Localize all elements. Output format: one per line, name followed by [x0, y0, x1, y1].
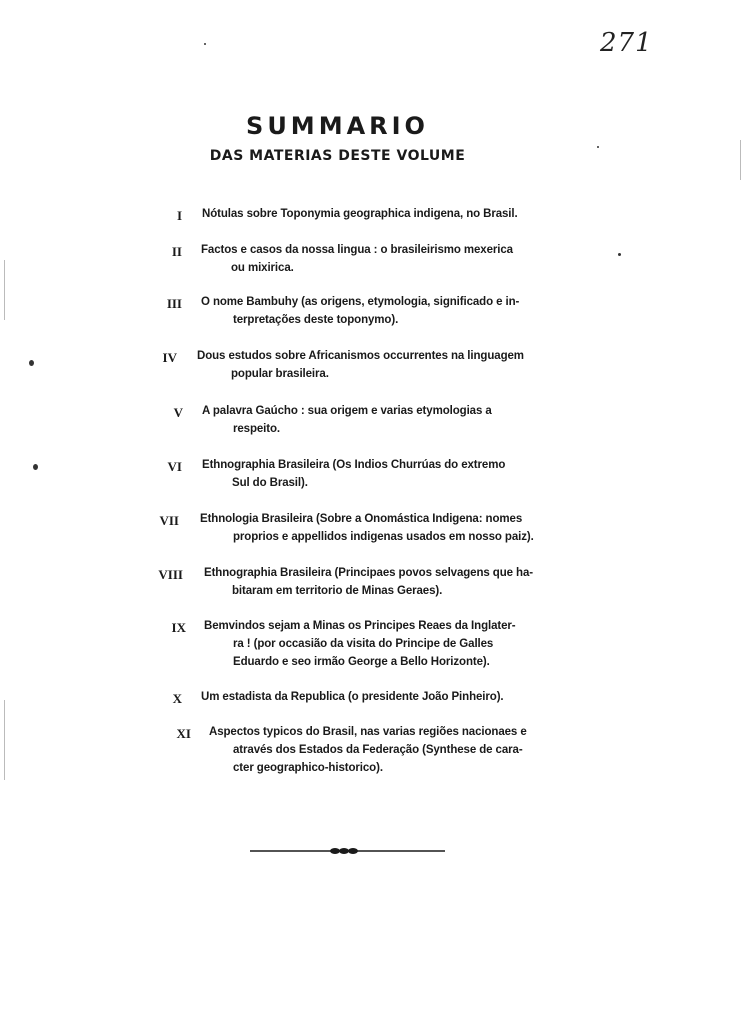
ornament-divider [250, 846, 445, 856]
scan-edge-line [4, 260, 5, 320]
entry-line: Ethnographia Brasileira (Principaes povos selvagens que ha- [204, 567, 533, 579]
entry-numeral: X [172, 691, 182, 706]
entry-line: ra ! (por occasião da visita do Principe de Galles [233, 638, 494, 650]
scan-edge-line [4, 700, 5, 780]
entry-numeral: II [171, 244, 182, 259]
page-number: 271 [600, 28, 653, 58]
entry-numeral: VIII [158, 567, 183, 582]
entry-line: respeito. [233, 423, 281, 435]
entry-numeral: VI [167, 459, 182, 474]
scan-edge-line [740, 140, 741, 180]
scan-speck [597, 146, 599, 148]
entry-numeral: VII [159, 513, 179, 528]
entry-line: Ethnologia Brasileira (Sobre a Onomástica Indigena: nomes [200, 513, 523, 525]
entry-line: bitaram em territorio de Minas Geraes). [232, 585, 443, 597]
entry-line: A palavra Gaúcho : sua origem e varias etymologias a [202, 405, 492, 417]
scan-speck [204, 43, 206, 45]
entry-numeral: I [176, 208, 182, 223]
entry-line: ou mixirica. [231, 262, 294, 274]
page-subtitle: DAS MATERIAS DESTE VOLUME [209, 148, 466, 164]
entry-line: terpretações deste toponymo). [233, 314, 399, 326]
entry-line: Dous estudos sobre Africanismos occurrentes na linguagem [197, 350, 524, 362]
entry-line: popular brasileira. [231, 368, 329, 380]
scan-speck [618, 253, 621, 256]
entry-line: Um estadista da Republica (o presidente João Pinheiro). [201, 691, 504, 703]
entry-line: Factos e casos da nossa lingua : o brasileirismo mexerica [201, 244, 513, 256]
entry-line: O nome Bambuhy (as origens, etymologia, significado e in- [201, 296, 520, 308]
entry-line: Nótulas sobre Toponymia geographica indigena, no Brasil. [202, 208, 518, 220]
scan-speck [33, 464, 38, 470]
entry-line: Ethnographia Brasileira (Os Indios Churrúas do extremo [202, 459, 506, 471]
entry-line: Aspectos typicos do Brasil, nas varias regiões nacionaes e [209, 726, 527, 738]
entry-numeral: V [173, 405, 183, 420]
entry-numeral: IX [171, 620, 186, 635]
entry-numeral: III [166, 296, 182, 311]
entry-numeral: IV [162, 350, 177, 365]
entry-line: Bemvindos sejam a Minas os Principes Reaes da Inglater- [204, 620, 516, 632]
entry-line: através dos Estados da Federação (Synthese de cara- [233, 744, 523, 756]
scan-speck [29, 360, 34, 366]
entry-line: Sul do Brasil). [232, 477, 308, 489]
entry-line: proprios e appellidos indigenas usados em nosso paiz). [233, 531, 534, 543]
entry-line: Eduardo e seo irmão George a Bello Horizonte). [233, 656, 490, 668]
page-title: SUMMARIO [246, 112, 429, 140]
entry-numeral: XI [176, 726, 191, 741]
entry-line: cter geographico-historico). [233, 762, 383, 774]
